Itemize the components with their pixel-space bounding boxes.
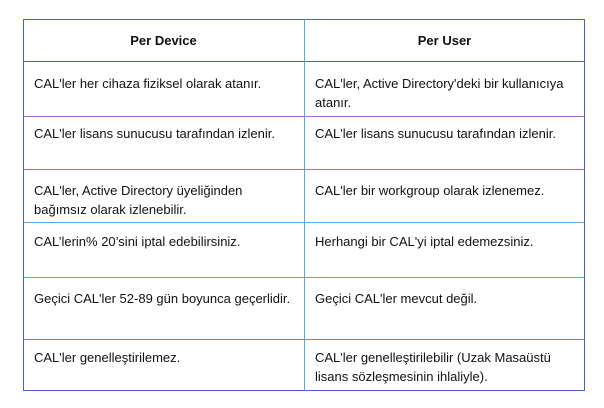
table-cell: CAL'ler, Active Directory üyeliğinden bağımsız olarak izlenebilir.: [34, 183, 243, 217]
table-cell: CAL'ler genelleştirilebilir (Uzak Masaüstü lisans sözleşmesinin ihlaliyle).: [315, 350, 551, 384]
header-per-user: Per User: [417, 32, 472, 48]
table-cell: Herhangi bir CAL'yi iptal edemezsiniz.: [315, 234, 534, 249]
table-cell: CAL'ler her cihaza fiziksel olarak atanır.: [34, 76, 262, 91]
table-cell: CAL'ler lisans sunucusu tarafından izlenir.: [315, 126, 556, 141]
header-per-device: Per Device: [130, 32, 197, 48]
table-cell: CAL'ler lisans sunucusu tarafından izlenir.: [34, 126, 275, 141]
table-cell: CAL'ler bir workgroup olarak izlenemez.: [315, 183, 545, 198]
table-cell: CAL’lerin% 20’sini iptal edebilirsiniz.: [34, 234, 241, 249]
table-cell: Geçici CAL'ler mevcut değil.: [315, 291, 478, 306]
table-right-border: [584, 19, 585, 391]
table-cell: CAL'ler, Active Directory'deki bir kullanıcıya atanır.: [315, 76, 564, 110]
comparison-table: [23, 19, 585, 391]
table-cell: CAL'ler genelleştirilemez.: [34, 350, 181, 365]
table-left-border: [23, 19, 24, 391]
column-divider: [304, 19, 305, 391]
table-cell: Geçici CAL'ler 52-89 gün boyunca geçerlidir.: [34, 291, 291, 306]
